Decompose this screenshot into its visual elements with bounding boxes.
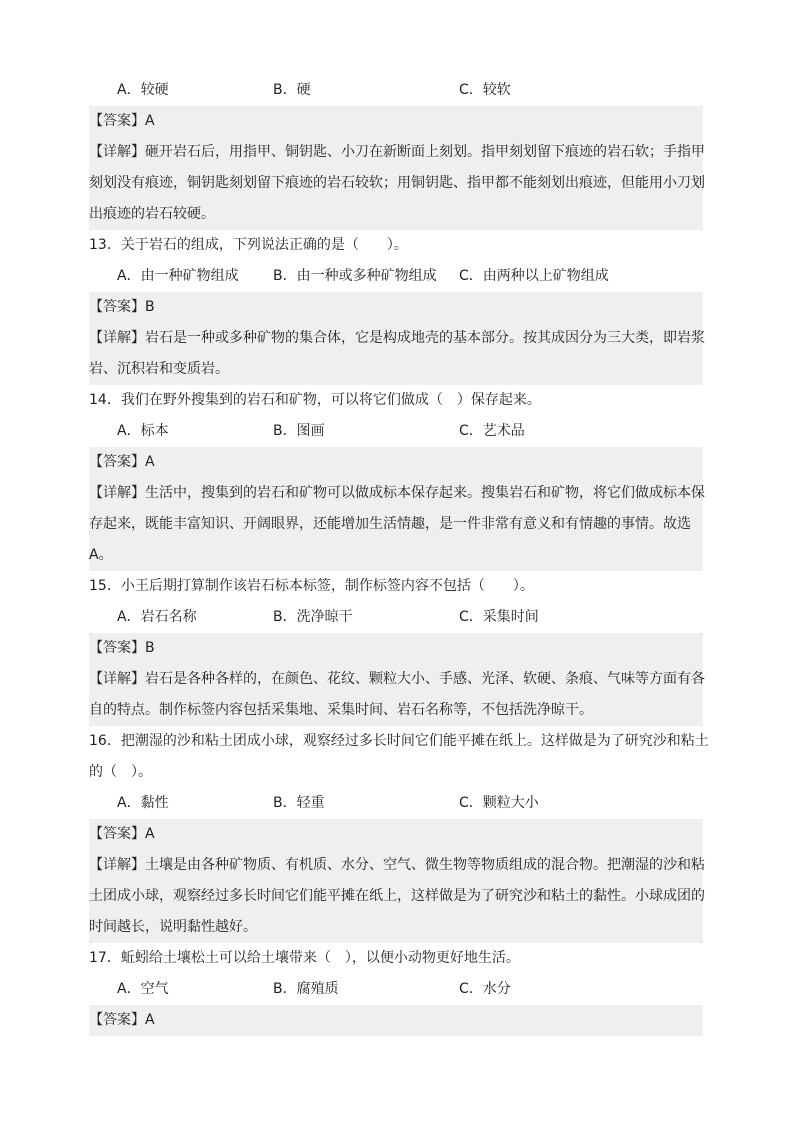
q12-answer: 【答案】A — [89, 113, 155, 129]
q17-answer: 【答案】A — [89, 1012, 155, 1028]
q12-answer-block — [89, 106, 703, 230]
q13-options — [89, 261, 703, 292]
q14-options — [89, 416, 703, 447]
q17-option-a: A．空气 — [117, 981, 169, 997]
q12-option-a: A．较硬 — [117, 82, 169, 98]
q13-question: 13．关于岩石的组成，下列说法正确的是（ ）。 — [89, 237, 408, 253]
q17-options — [89, 974, 703, 1005]
q14-option-a: A．标本 — [117, 423, 169, 439]
q16-question-line: 16．把潮湿的沙和粘土团成小球，观察经过多长时间它们能平摊在纸上。这样做是为了研究沙和粘土 — [89, 733, 709, 749]
q17-answer-block — [89, 1005, 703, 1036]
q13-option-c: C．由两种以上矿物组成 — [459, 268, 609, 284]
q14-detail-line: A。 — [89, 547, 113, 563]
q13-option-a: A．由一种矿物组成 — [117, 268, 239, 284]
q16-detail-line: 土团成小球，观察经过多长时间它们能平摊在纸上，这样做是为了研究沙和粘土的黏性。小球成团的 — [89, 888, 705, 904]
q13-detail-line: 岩、沉积岩和变质岩。 — [89, 361, 229, 377]
q15-detail-line: 【详解】岩石是各种各样的，在颜色、花纹、颗粒大小、手感、光泽、软硬、条痕、气味等方面有各 — [89, 671, 705, 687]
q16-answer-block — [89, 819, 703, 943]
q14-option-b: B．图画 — [273, 423, 325, 439]
q16-options — [89, 788, 703, 819]
q17-question: 17．蚯蚓给土壤松土可以给土壤带来（ ），以便小动物更好地生活。 — [89, 950, 520, 966]
q12-options — [89, 75, 703, 106]
q16-question-line: 的（ ）。 — [89, 764, 152, 780]
q16-option-a: A．黏性 — [117, 795, 169, 811]
q12-option-c: C．较软 — [459, 82, 511, 98]
q12-detail-line: 【详解】砸开岩石后，用指甲、铜钥匙、小刀在新断面上刻划。指甲刻划留下痕迹的岩石软；手指甲 — [89, 144, 705, 160]
q15-question: 15．小王后期打算制作该岩石标本标签，制作标签内容不包括（ ）。 — [89, 578, 534, 594]
q15-detail-line: 自的特点。制作标签内容包括采集地、采集时间、岩石名称等，不包括洗净晾干。 — [89, 702, 593, 718]
q15-option-b: B．洗净晾干 — [273, 609, 353, 625]
q16-option-b: B．轻重 — [273, 795, 325, 811]
q17-option-c: C．水分 — [459, 981, 511, 997]
q13-answer: 【答案】B — [89, 299, 155, 315]
q14-option-c: C．艺术品 — [459, 423, 525, 439]
page-content — [89, 75, 709, 1036]
q16-detail-line: 时间越长，说明黏性越好。 — [89, 919, 257, 935]
q16-option-c: C．颗粒大小 — [459, 795, 539, 811]
q13-answer-block — [89, 292, 703, 385]
q12-detail-line: 刻划没有痕迹，铜钥匙刻划留下痕迹的岩石较软；用铜钥匙、指甲都不能刻划出痕迹，但能用小刀划 — [89, 175, 705, 191]
q14-answer-block — [89, 447, 703, 571]
q15-answer: 【答案】B — [89, 640, 155, 656]
q17-option-b: B．腐殖质 — [273, 981, 339, 997]
q12-detail-line: 出痕迹的岩石较硬。 — [89, 206, 215, 222]
q13-option-b: B．由一种或多种矿物组成 — [273, 268, 437, 284]
q13-detail-line: 【详解】岩石是一种或多种矿物的集合体，它是构成地壳的基本部分。按其成因分为三大类，即岩浆 — [89, 330, 705, 346]
q15-option-a: A．岩石名称 — [117, 609, 197, 625]
q15-answer-block — [89, 633, 703, 726]
q14-detail-line: 存起来，既能丰富知识、开阔眼界，还能增加生活情趣，是一件非常有意义和有情趣的事情。故选 — [89, 516, 691, 532]
q14-detail-line: 【详解】生活中，搜集到的岩石和矿物可以做成标本保存起来。搜集岩石和矿物，将它们做成标本保 — [89, 485, 705, 501]
q14-question: 14．我们在野外搜集到的岩石和矿物，可以将它们做成（ ）保存起来。 — [89, 392, 541, 408]
q16-answer: 【答案】A — [89, 826, 155, 842]
q16-detail-line: 【详解】土壤是由各种矿物质、有机质、水分、空气、微生物等物质组成的混合物。把潮湿的沙和粘 — [89, 857, 705, 873]
q15-option-c: C．采集时间 — [459, 609, 539, 625]
q12-option-b: B．硬 — [273, 82, 311, 98]
q14-answer: 【答案】A — [89, 454, 155, 470]
q15-options — [89, 602, 703, 633]
